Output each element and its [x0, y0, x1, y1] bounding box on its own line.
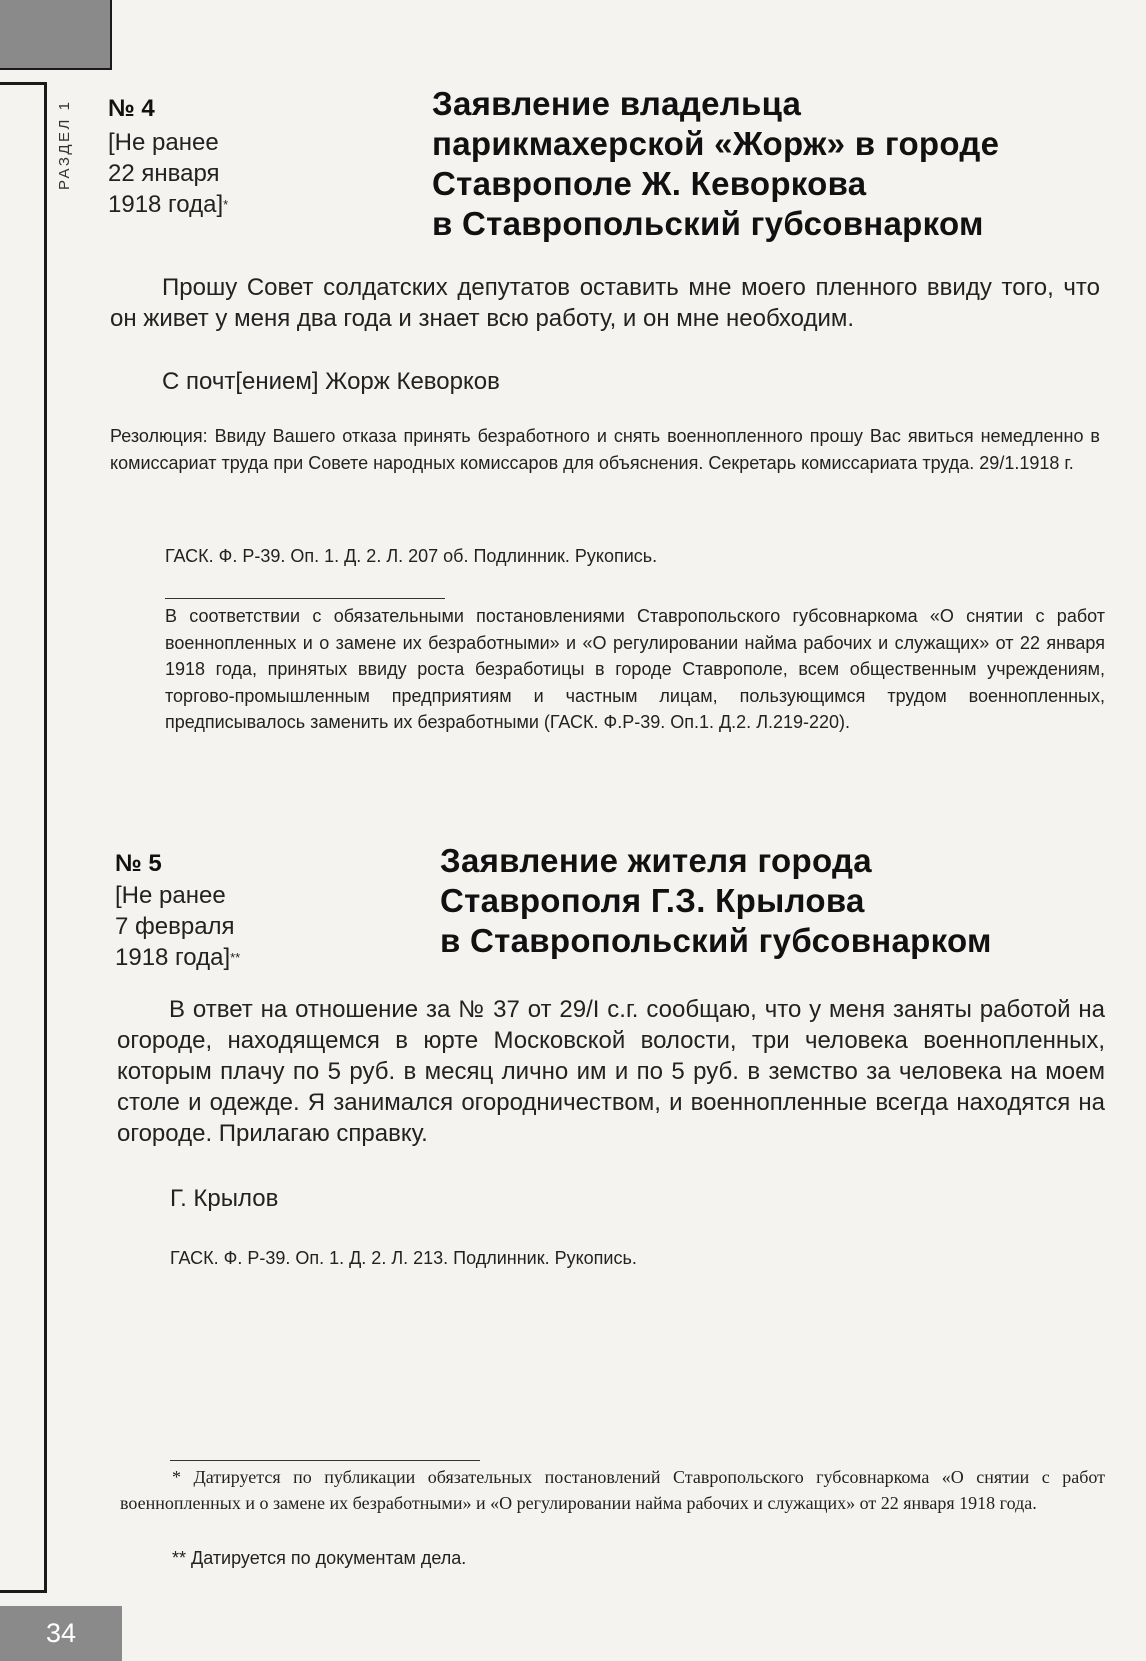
doc5-title-line: Ставрополя Г.З. Крылова [440, 882, 865, 919]
doc4-number: № 4 [108, 95, 155, 122]
doc5-title-line: в Ставропольский губсовнарком [440, 922, 992, 959]
doc5-date [115, 880, 240, 973]
separator-line [165, 598, 445, 599]
doc5-date-line: 1918 года]** [115, 944, 241, 971]
doc5-number: № 5 [115, 850, 162, 877]
doc4-title-line: парикмахерской «Жорж» в городе [432, 125, 1000, 162]
doc4-archive-ref: ГАСК. Ф. Р-39. Оп. 1. Д. 2. Л. 207 об. Подлинник. Рукопись. [165, 546, 658, 566]
section-label: РАЗДЕЛ 1 [56, 99, 73, 190]
corner-block [0, 0, 112, 70]
footnote-separator [170, 1460, 480, 1461]
doc4-resolution: Резолюция: Ввиду Вашего отказа принять безработного и снять военнопленного прошу Вас явиться немедленно в комиссариат труда при Совете народных комиссаров для объяснения. Секретарь комиссариата труда. 29/1.1918 г. [110, 426, 1100, 473]
doc5-text: В ответ на отношение за № 37 от 29/I с.г. сообщаю, что у меня заняты работой на огороде, находящемся в юрте Московской волости, три человека военнопленных, которым плачу по 5 руб. в месяц лично им и по 5 руб. в земство за человека на моем столе и одежде. Я занимался огородничеством, и военнопленные всегда находятся на огороде. Прилагаю справку. [117, 996, 1105, 1147]
page-number: 34 [0, 1606, 122, 1661]
doc5-date-line: [Не ранее [115, 882, 226, 909]
doc4-title-line: Ставрополе Ж. Кеворкова [432, 165, 867, 202]
doc5-date-mark: ** [230, 950, 241, 965]
doc4-title [432, 84, 1122, 244]
doc5-signature: Г. Крылов [170, 1185, 279, 1212]
doc4-date-line: [Не ранее [108, 129, 219, 156]
doc4-date-line: 1918 года]* [108, 191, 229, 218]
doc5-date-line: 7 февраля [115, 913, 235, 940]
doc5-title [440, 841, 1120, 961]
doc5-archive-ref: ГАСК. Ф. Р-39. Оп. 1. Д. 2. Л. 213. Подлинник. Рукопись. [170, 1248, 637, 1268]
footnote-first: * Датируется по публикации обязательных постановлений Ставропольского губсовнаркома «О снятии с работ военнопленных и о замене их безработными» и «О регулировании найма рабочих и служащих» от 22 января 1918 года. [120, 1467, 1105, 1513]
doc4-title-line: Заявление владельца [432, 85, 802, 122]
doc4-date-mark: * [223, 197, 229, 212]
doc4-date [108, 127, 228, 220]
doc4-date-line: 22 января [108, 160, 220, 187]
doc4-text: Прошу Совет солдатских депутатов оставить мне моего пленного ввиду того, что он живет у меня два года и знает всю работу, и он мне необходим. [110, 274, 1100, 332]
doc5-title-line: Заявление жителя города [440, 842, 872, 879]
left-frame [0, 82, 47, 1593]
doc4-title-line: в Ставропольский губсовнарком [432, 205, 984, 242]
doc4-signature: С почт[ением] Жорж Кеворков [162, 368, 500, 395]
footnote-second: ** Датируется по документам дела. [172, 1548, 467, 1568]
doc4-commentary: В соответствии с обязательными постановлениями Ставропольского губсовнаркома «О снятии с работ военнопленных и о замене их безработными» и «О регулировании найма рабочих и служащих» от 22 января 1918 года, принятых ввиду роста безработицы в городе Ставрополе, всем общественным учреждениям, торгово-промышленным предприятиям и частным лицам, пользующимся трудом военнопленных, предписывалось заменить их безработными (ГАСК. Ф.Р-39. Оп.1. Д.2. Л.219-220). [165, 606, 1105, 732]
